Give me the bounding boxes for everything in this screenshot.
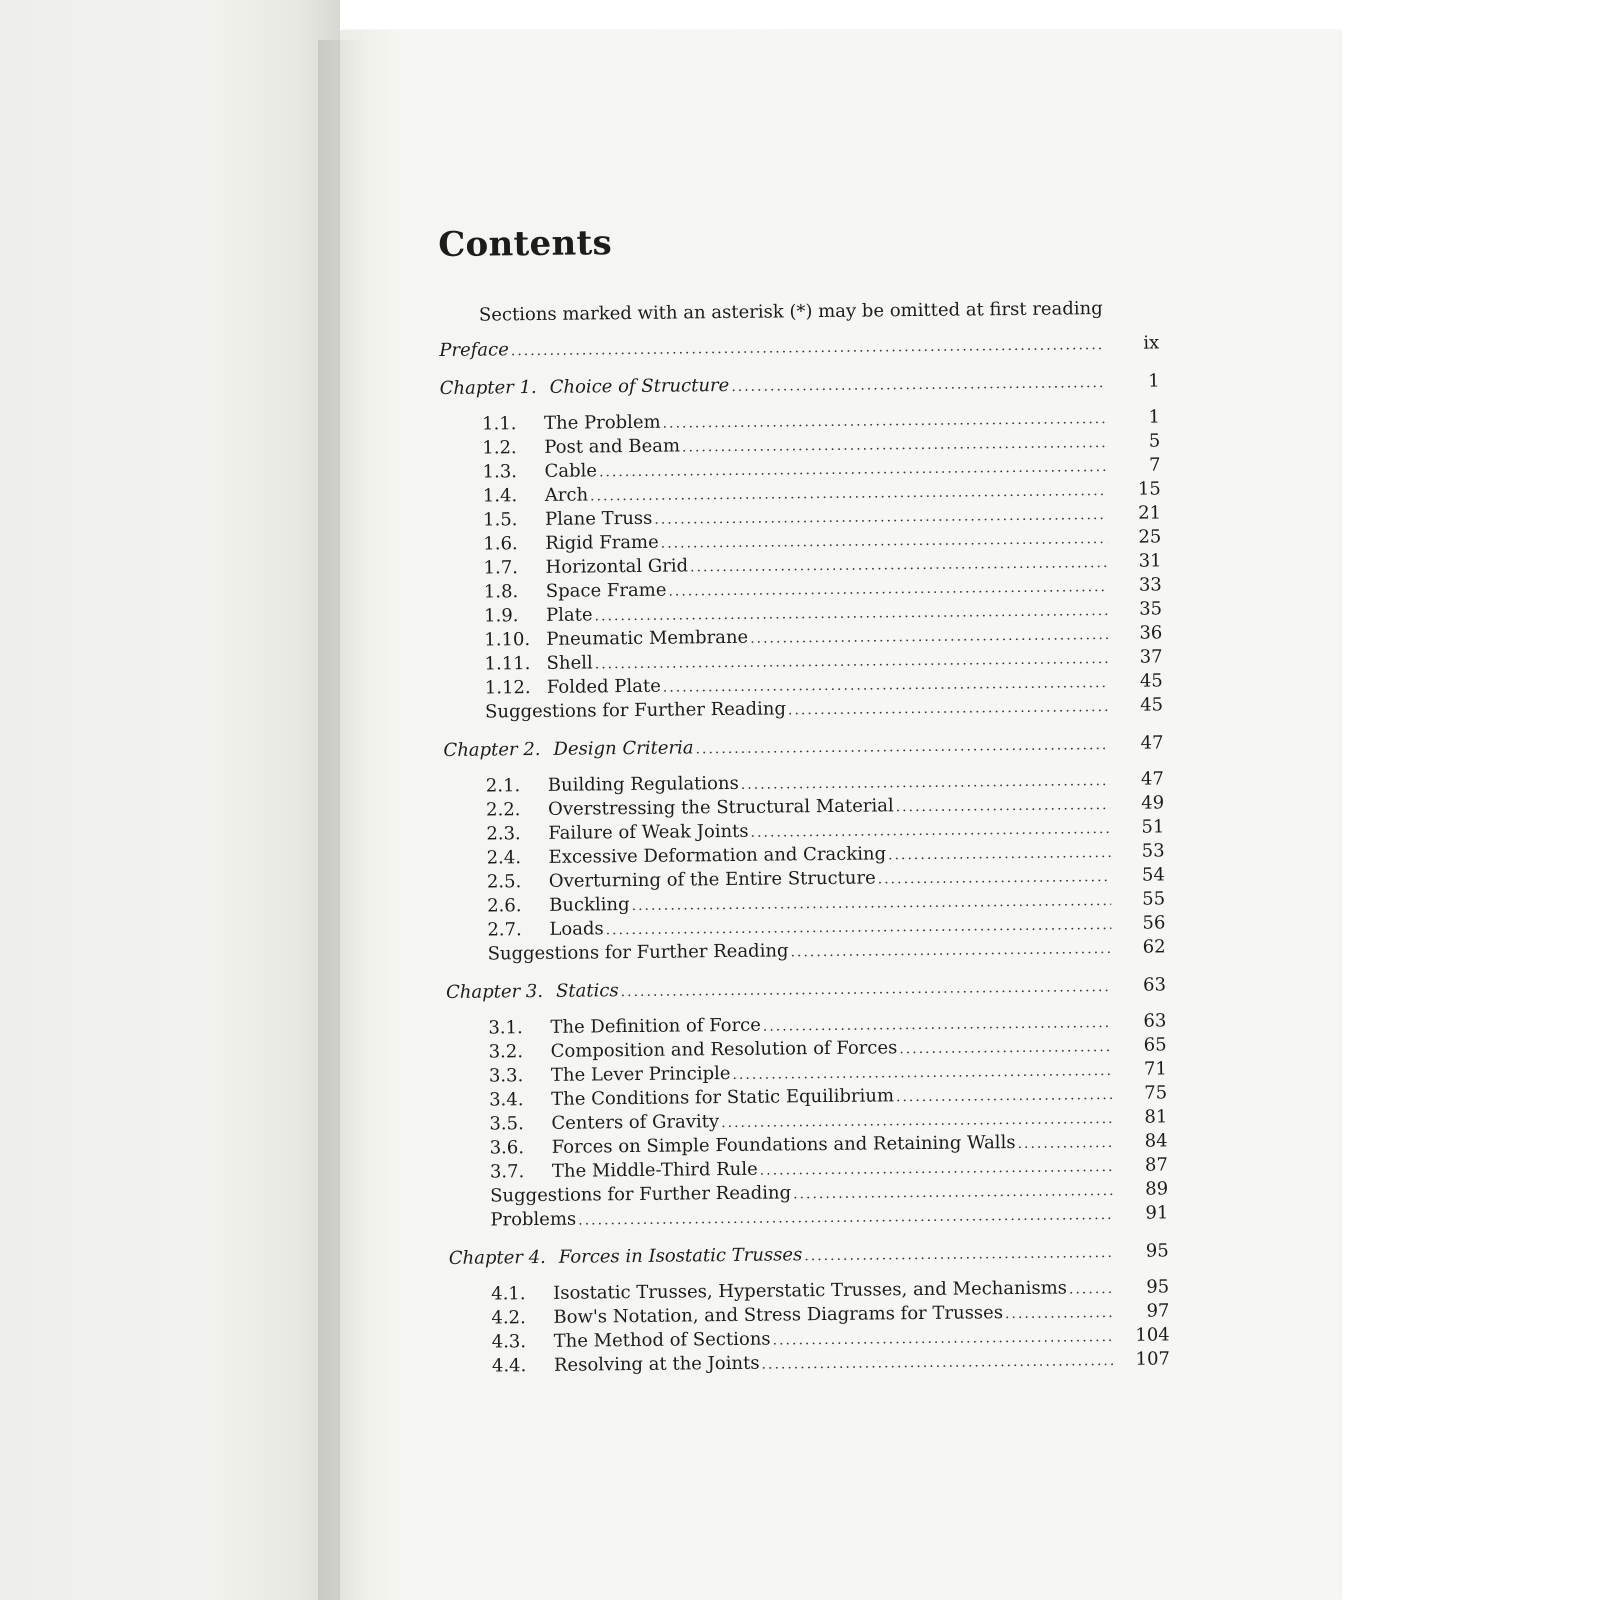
section-title: The Conditions for Static Equilibrium [551, 1085, 895, 1110]
page-number: 97 [1146, 1300, 1170, 1322]
section-title: Folded Plate [546, 675, 661, 698]
page-number: 1 [1148, 370, 1160, 392]
section-title: Plate [545, 604, 593, 626]
section-title: The Lever Principle [550, 1062, 731, 1086]
page-number: 95 [1145, 1240, 1169, 1262]
section-number: 1.8. [483, 581, 519, 603]
page-number: 107 [1135, 1348, 1171, 1370]
asterisk-note: Sections marked with an asterisk (*) may be omitted at first reading [478, 298, 1103, 326]
section-number: 1.4. [482, 485, 518, 507]
section-number: 4.4. [491, 1355, 527, 1377]
page-number: 53 [1141, 840, 1165, 862]
chapter-label: Chapter 2. [443, 738, 541, 761]
section-title: Suggestions for Further Reading [487, 940, 789, 965]
section-number: 4.2. [491, 1307, 526, 1329]
page-number: 87 [1144, 1154, 1168, 1176]
page-number: 21 [1138, 502, 1162, 524]
leader-dots [511, 333, 1106, 363]
section-title: Isostatic Trusses, Hyperstatic Trusses, and Mechanisms [553, 1277, 1068, 1304]
toc-chapter-heading [446, 973, 1166, 1009]
page-number: 1 [1148, 406, 1161, 428]
preface-label: Preface [439, 339, 509, 361]
section-number: 1.9. [483, 605, 519, 627]
page-number: 51 [1141, 816, 1165, 838]
chapter-label: Chapter 4. [448, 1246, 546, 1269]
section-title: Cable [544, 460, 598, 482]
section-number: 2.5. [486, 871, 522, 893]
section-number: 3.1. [488, 1017, 523, 1039]
page-number: 71 [1143, 1058, 1167, 1080]
section-number: 1.10. [484, 629, 531, 651]
page-number: 33 [1138, 574, 1162, 596]
page-title: Contents [438, 223, 613, 265]
page-number: 35 [1139, 598, 1163, 620]
page-number: 56 [1142, 912, 1166, 934]
page-number: 5 [1148, 430, 1161, 452]
section-title: Pneumatic Membrane [546, 626, 749, 650]
leader-dots [790, 937, 1111, 964]
toc-chapter-heading [440, 369, 1160, 405]
chapter-title: Choice of Structure [549, 374, 730, 398]
section-title: The Definition of Force [550, 1014, 761, 1038]
section-title: Excessive Deformation and Cracking [548, 843, 887, 868]
section-number: 3.2. [488, 1041, 524, 1063]
leader-dots [695, 733, 1109, 761]
page-number: 95 [1146, 1276, 1170, 1298]
section-number: 2.7. [487, 919, 522, 941]
section-title: Suggestions for Further Reading [484, 698, 787, 723]
section-number: 2.2. [486, 799, 521, 821]
leader-dots [788, 695, 1109, 722]
leader-dots [804, 1241, 1115, 1268]
section-number: 1.3. [482, 461, 518, 483]
section-number: 2.6. [487, 895, 522, 917]
section-number: 4.1. [491, 1283, 526, 1305]
section-title: Horizontal Grid [545, 555, 689, 578]
section-title: Failure of Weak Joints [548, 820, 749, 844]
page-number: 89 [1145, 1178, 1169, 1200]
page-number: 7 [1148, 454, 1161, 476]
section-number: 2.4. [486, 847, 522, 869]
page-number: 47 [1140, 768, 1164, 790]
section-number: 3.5. [489, 1113, 524, 1135]
section-title: Building Regulations [547, 772, 739, 796]
section-number: 3.4. [489, 1089, 524, 1111]
page-number: 104 [1135, 1324, 1170, 1346]
chapter-label: Chapter 3. [445, 980, 544, 1003]
section-number: 1.2. [482, 437, 517, 459]
page-number: 45 [1139, 670, 1163, 692]
page-number: 45 [1140, 694, 1164, 716]
section-title: The Method of Sections [553, 1328, 771, 1352]
section-title: Overturning of the Entire Structure [548, 867, 876, 892]
section-number: 1.1. [481, 413, 517, 435]
gutter-shadow [318, 40, 368, 1600]
page-number: 84 [1144, 1130, 1168, 1152]
section-title: Problems [490, 1208, 577, 1231]
section-title: Forces on Simple Foundations and Retaining Walls [551, 1132, 1016, 1158]
page-number: 62 [1142, 936, 1166, 958]
section-title: Composition and Resolution of Forces [550, 1037, 898, 1062]
section-number: 2.1. [485, 775, 521, 797]
page-number: 63 [1142, 974, 1167, 996]
page-number: 15 [1137, 478, 1161, 500]
section-title: Buckling [549, 894, 630, 916]
page-number: 31 [1138, 550, 1162, 572]
section-number: 1.12. [484, 677, 531, 699]
leader-dots [1017, 1131, 1113, 1156]
page-number: 63 [1143, 1010, 1167, 1032]
section-title: The Middle-Third Rule [551, 1158, 758, 1182]
section-number: 2.3. [486, 823, 521, 845]
toc-chapter-heading [449, 1239, 1169, 1275]
page-number: 47 [1140, 732, 1164, 754]
leader-dots [761, 1349, 1116, 1377]
page-number: 37 [1139, 646, 1163, 668]
leader-dots [731, 371, 1106, 399]
section-title: Shell [546, 652, 593, 674]
leader-dots [578, 1203, 1114, 1233]
leader-dots [621, 975, 1113, 1004]
page-number: 25 [1138, 526, 1162, 548]
section-title: Centers of Gravity [551, 1111, 720, 1134]
chapter-title: Statics [555, 980, 619, 1002]
section-number: 3.7. [489, 1161, 525, 1183]
page-number: 81 [1144, 1106, 1168, 1128]
page-number: ix [1143, 332, 1160, 354]
toc-chapter-heading [443, 731, 1163, 767]
chapter-list [440, 369, 1170, 1378]
section-number: 3.6. [489, 1137, 525, 1159]
contents-block [438, 217, 1170, 1378]
leader-dots [896, 793, 1111, 819]
section-title: Loads [549, 918, 604, 940]
section-title: Rigid Frame [545, 531, 659, 554]
leader-dots [1005, 1301, 1116, 1326]
section-number: 4.3. [491, 1331, 527, 1353]
left-page [0, 0, 340, 1600]
section-title: Overstressing the Structural Material [548, 795, 894, 820]
chapter-title: Forces in Isostatic Trusses [558, 1244, 803, 1268]
chapter-title: Design Criteria [553, 737, 694, 760]
page-number: 36 [1139, 622, 1163, 644]
section-title: Resolving at the Joints [553, 1352, 760, 1376]
section-title: Suggestions for Further Reading [490, 1182, 792, 1207]
section-number: 1.11. [484, 653, 531, 675]
section-number: 1.7. [483, 557, 519, 579]
section-number: 1.6. [483, 533, 518, 555]
page-number: 91 [1145, 1202, 1169, 1224]
section-title: The Problem [543, 411, 661, 434]
chapter-label: Chapter 1. [439, 376, 537, 399]
section-number: 3.3. [488, 1065, 524, 1087]
toc-entry-preface [439, 331, 1159, 363]
section-title: Post and Beam [544, 435, 681, 458]
section-title: Bow's Notation, and Stress Diagrams for Trusses [553, 1302, 1004, 1328]
page-number: 65 [1143, 1034, 1167, 1056]
section-title: Plane Truss [544, 507, 653, 530]
page-number: 55 [1142, 888, 1166, 910]
section-title: Arch [544, 484, 589, 506]
page-number: 75 [1144, 1082, 1168, 1104]
page-number: 54 [1141, 864, 1165, 886]
section-title: Space Frame [545, 579, 667, 602]
leader-dots [899, 1035, 1113, 1061]
leader-dots [1069, 1277, 1115, 1301]
page-number: 49 [1141, 792, 1165, 814]
leader-dots [896, 1083, 1113, 1109]
section-number: 1.5. [482, 509, 518, 531]
